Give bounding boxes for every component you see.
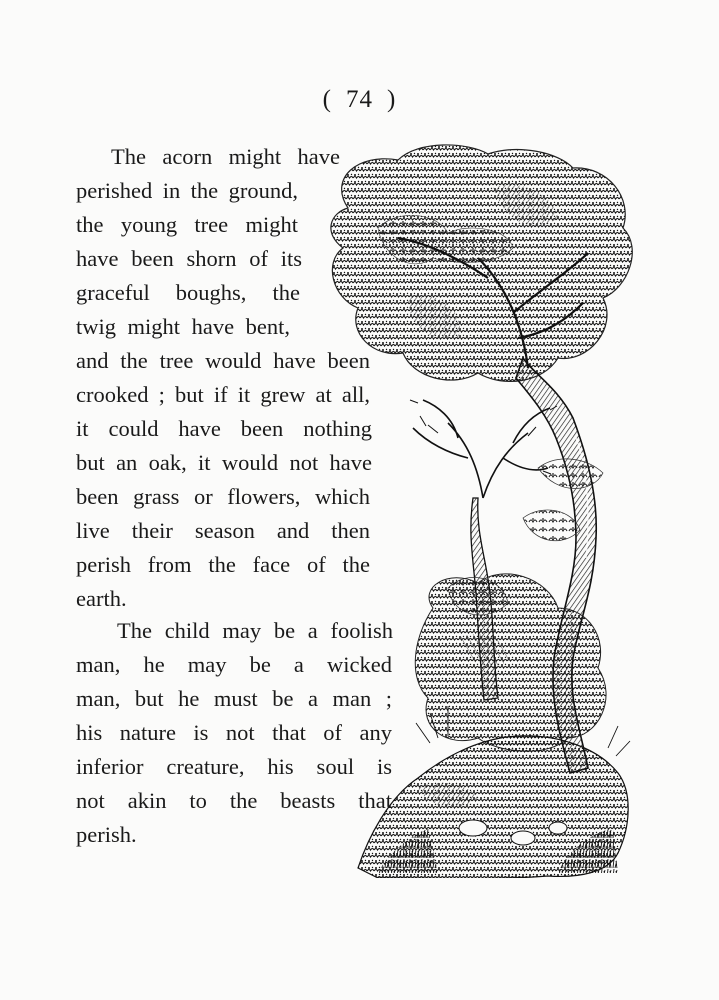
paragraph-1-line-3: the young tree might <box>76 212 298 237</box>
page-number-close-paren: ) <box>387 86 397 113</box>
paragraph-2-line-5: inferior creature, his soul is <box>76 754 392 779</box>
paragraph-1-line-5: graceful boughs, the <box>76 280 300 305</box>
paragraph-2-line-2: man, he may be a wicked <box>76 652 392 677</box>
paragraph-1-line-14: earth. <box>76 586 127 611</box>
paragraph-2-line-6: not akin to the beasts that <box>76 788 392 813</box>
paragraph-1-line-2: perished in the ground, <box>76 178 298 203</box>
paragraph-1-line-9: it could have been nothing <box>76 416 372 441</box>
paragraph-1-line-4: have been shorn of its <box>76 246 302 271</box>
paragraph-1-line-11: been grass or flowers, which <box>76 484 370 509</box>
paragraph-2-line-3: man, but he must be a man ; <box>76 686 392 711</box>
paragraph-1-line-12: live their season and then <box>76 518 370 543</box>
oak-tree-engraving-icon <box>318 138 648 878</box>
paragraph-1-line-1: The acorn might have <box>111 144 340 169</box>
page-number-open-paren: ( <box>322 86 332 113</box>
page-number <box>0 86 719 114</box>
paragraph-2-line-7: perish. <box>76 822 137 847</box>
paragraph-1-line-6: twig might have bent, <box>76 314 290 339</box>
paragraph-2-line-1: The child may be a foolish <box>117 618 393 643</box>
paragraph-2-line-4: his nature is not that of any <box>76 720 392 745</box>
paragraph-1-line-13: perish from the face of the <box>76 552 370 577</box>
paragraph-1-line-8: crooked ; but if it grew at all, <box>76 382 370 407</box>
page-number-value: 74 <box>346 86 373 113</box>
paragraph-1-line-7: and the tree would have been <box>76 348 370 373</box>
paragraph-1-line-10: but an oak, it would not have <box>76 450 372 475</box>
